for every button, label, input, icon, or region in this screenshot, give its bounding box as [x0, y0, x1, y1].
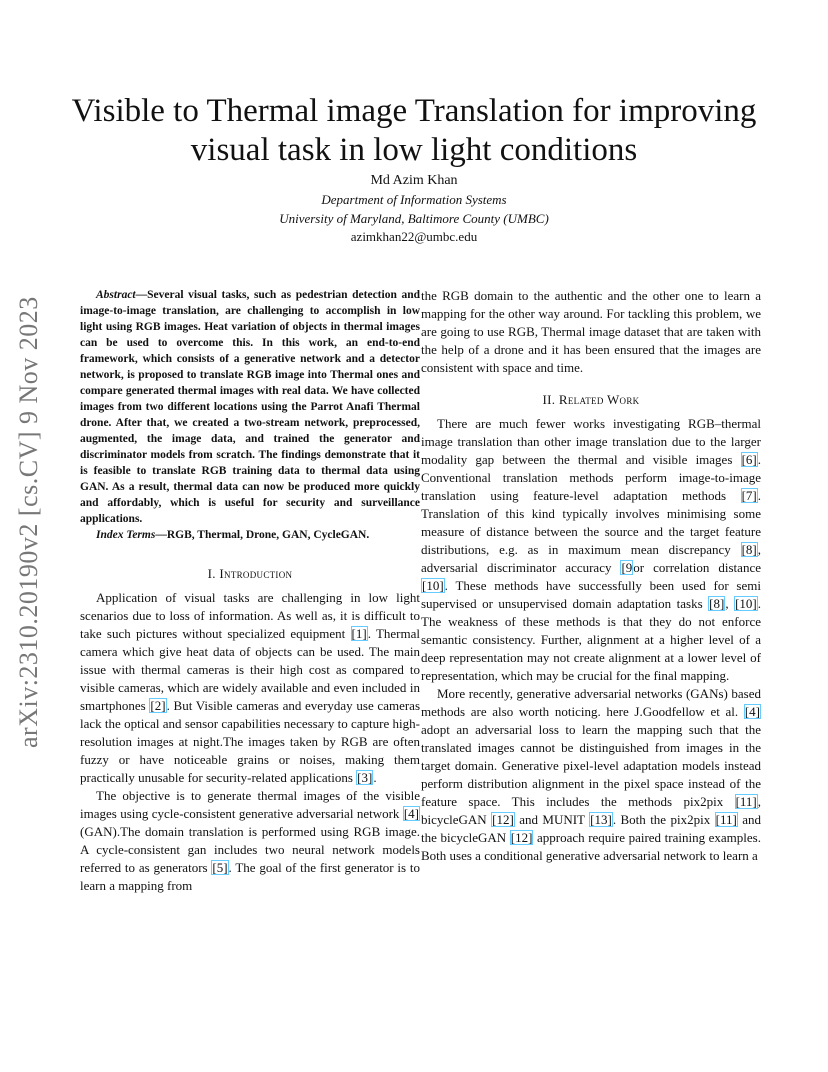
- citation-link[interactable]: [3]: [357, 770, 373, 785]
- citation-link[interactable]: [11]: [735, 794, 757, 809]
- text-run: . Translation of this kind typically involves minimising some measure of distance between the source and the target feature distributions, e.g. as in maximum mean discrepancy: [421, 488, 761, 557]
- citation-link[interactable]: [10]: [735, 596, 757, 611]
- text-run: . Thermal camera which give heat data of objects can be used. The main issue with thermal cameras is their high cost as compared to visible cameras, which are widely available and even included in smartphones: [80, 626, 420, 713]
- related-paragraph-1: [421, 415, 761, 685]
- citation-link[interactable]: [12]: [510, 830, 533, 845]
- left-column: [80, 287, 420, 895]
- related-paragraph-2: [421, 685, 761, 865]
- text-run: , bicycleGAN: [421, 794, 761, 827]
- citation-link[interactable]: [1]: [351, 626, 367, 641]
- citation-link[interactable]: [4]: [403, 806, 419, 821]
- citation-link[interactable]: [6]: [741, 452, 757, 467]
- index-terms-text: —RGB, Thermal, Drone, GAN, CycleGAN.: [155, 529, 370, 541]
- citation-link[interactable]: [8]: [709, 596, 725, 611]
- abstract-label: Abstract: [96, 289, 136, 301]
- citation-link[interactable]: [10]: [422, 578, 444, 593]
- text-run: and the bicycleGAN: [421, 812, 762, 845]
- text-run: . The weakness of these methods is that they do not enforce semantic consistency. Further, alignment at a higher level of a deep representation may not create alignment at a lower level of representation, which may be crucial for the final mapping.: [421, 596, 761, 683]
- citation-link[interactable]: [13]: [590, 812, 612, 827]
- citation-link[interactable]: [9: [621, 560, 633, 575]
- citation-link[interactable]: [8]: [741, 542, 757, 557]
- university: University of Maryland, Baltimore County (UMBC): [279, 210, 549, 226]
- text-run: ,: [725, 596, 735, 611]
- abstract: [80, 287, 420, 527]
- text-run: approach require paired training examples. Both uses a conditional generative adversarial network to learn a: [421, 830, 761, 863]
- section-heading-introduction: I. Introduction: [207, 566, 293, 581]
- text-run: There are much fewer works investigating RGB–thermal image translation than other image translation due to the larger modality gap between the thermal and visible images: [421, 416, 761, 467]
- text-run: The objective is to generate thermal images of the visible images using cycle-consistent generative adversarial network: [80, 788, 420, 821]
- citation-link[interactable]: [2]: [150, 698, 166, 713]
- text-run: adopt an adversarial loss to learn the mapping such that the translated images cannot be distinguished from images in the target domain. Generative pixel-level adaptation models instead perform distribution alignment in the pixel space instead of the feature space. This includes the methods pix2pix: [421, 722, 761, 809]
- author-email: azimkhan22@umbc.edu: [350, 229, 478, 244]
- index-terms-label: Index Terms: [96, 529, 156, 541]
- section-heading-related-work: II. Related Work: [542, 392, 640, 407]
- text-run: Application of visual tasks are challenging in low light scenarios due to loss of information. As well as, it is difficult to take such pictures without specialized equipment: [80, 590, 420, 641]
- text-run: . Both the pix2pix: [612, 812, 715, 827]
- text-run: . But Visible cameras and everyday use cameras lack the optical and sensor capabilities necessary to capture high-resolution images at night.The images taken by RGB are often fuzzy or have noticeable grains or noises, making them practically unusable for security-related applications: [80, 698, 420, 785]
- intro-paragraph-2: [80, 787, 420, 895]
- citation-link[interactable]: [12]: [492, 812, 514, 827]
- intro-paragraph-2-continued: the RGB domain to the authentic and the other one to learn a mapping for the other way around. For tackling this problem, we are going to use RGB, Thermal image dataset that are taken with the help of a drone and it has been ensured that the images are consistent with space and time.: [421, 288, 761, 375]
- text-run: . These methods have successfully been used for semi supervised or unsupervised domain adaptation tasks: [421, 578, 761, 611]
- author-name: Md Azim Khan: [370, 173, 458, 188]
- text-run: .: [373, 770, 377, 785]
- affiliation-block: [0, 191, 828, 247]
- citation-link[interactable]: [7]: [741, 488, 757, 503]
- text-run: More recently, generative adversarial networks (GANs) based methods are also worth noticing. here J.Goodfellow et al.: [421, 686, 761, 719]
- text-run: , adversarial discriminator accuracy: [421, 542, 761, 575]
- index-terms: [80, 527, 420, 543]
- citation-link[interactable]: [11]: [715, 812, 737, 827]
- citation-link[interactable]: [5]: [212, 860, 228, 875]
- intro-paragraph-1: [80, 589, 420, 787]
- paper-title: Visible to Thermal image Translation for improving visual task in low light conditions: [71, 93, 757, 169]
- text-run: . The goal of the first generator is to learn a mapping from: [80, 860, 420, 893]
- text-run: or correlation distance: [633, 560, 761, 575]
- department: Department of Information Systems: [321, 192, 507, 207]
- text-run: and MUNIT: [514, 812, 590, 827]
- right-column: [421, 287, 761, 865]
- text-run: (GAN).The domain translation is performed using RGB image. A cycle-consistent gan includes two neural network models referred to as generators: [80, 824, 420, 875]
- abstract-text: —Several visual tasks, such as pedestrian detection and image-to-image translation, are challenging to accomplish in low light using RGB images. Heat variation of objects in thermal images can be used to overcome this. In this work, an end-to-end framework, which consists of a generative network and a detector network, is proposed to translate RGB image into Thermal ones and compare generated thermal images with real data. We have collected images from two different locations using the Parrot Anafi Thermal drone. After that, we created a two-stream network, preprocessed, augmented, the image data, and trained the generator and discriminator models from scratch. The findings demonstrate that it is feasible to translate RGB training data to thermal data using GAN. As a result, thermal data can now be produced more quickly and affordably, which is useful for security and surveillance applications.: [80, 289, 420, 525]
- text-run: . Conventional translation methods perform image-to-image translation using feature-level adaptation methods: [421, 452, 761, 503]
- citation-link[interactable]: [4]: [744, 704, 760, 719]
- arxiv-stamp: arXiv:2310.20190v2 [cs.CV] 9 Nov 2023: [14, 296, 43, 748]
